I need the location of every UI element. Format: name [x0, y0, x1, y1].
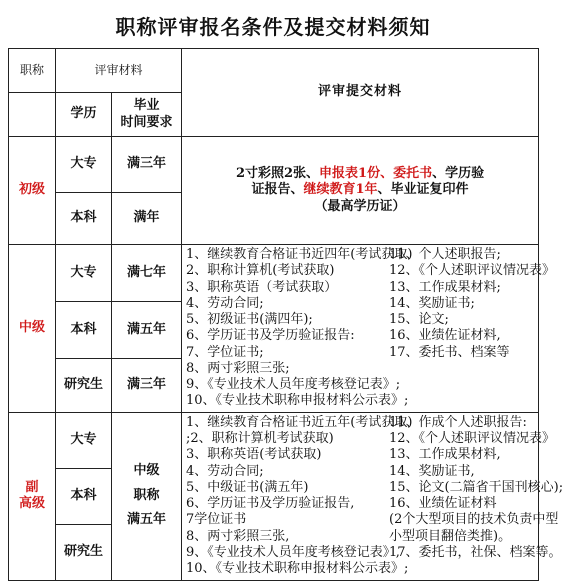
- primary-education-2: 本科: [56, 193, 112, 245]
- intermediate-right-item: 11、个人述职报告;: [389, 247, 501, 262]
- deputy-right-item: 11、作成个人述职报告:: [389, 414, 527, 430]
- header-title-cell: [9, 49, 56, 93]
- primary-req-line1-red: 申报表1份、委托书: [319, 166, 433, 182]
- intermediate-left-item: 2、职称计算机(考试获取): [186, 263, 335, 279]
- header-row-1: [9, 49, 539, 93]
- deputy-row-1: [9, 412, 539, 468]
- primary-req-line1-a: 2寸彩照2张、: [235, 166, 320, 182]
- deputy-materials-columns: [186, 414, 563, 578]
- requirements-table: [8, 48, 563, 581]
- intermediate-left-list: [186, 247, 413, 410]
- intermediate-right-item: 13、工作成果材料;: [389, 279, 501, 295]
- header-materials-cell: [56, 49, 182, 93]
- header-submit-cell: [182, 49, 539, 137]
- header-education-cell: [56, 93, 112, 137]
- header-title-label: 职称: [19, 63, 44, 77]
- deputy-right-item: (2个大型项目的技术负责中型: [389, 512, 559, 528]
- deputy-left-item: 4、劳动合同;: [186, 463, 264, 479]
- deputy-left-item: 1、继续教育合格证书近五年(考试获取): [186, 414, 413, 430]
- deputy-right-item: 16、业绩佐证材料: [389, 496, 497, 511]
- deputy-left-item: 8、两寸彩照三张,: [186, 528, 290, 544]
- header-submit-label: 评审提交材料: [318, 84, 403, 100]
- intermediate-education-2: 本科: [56, 301, 112, 358]
- primary-req-line2: [188, 182, 532, 198]
- deputy-time-cell: [112, 412, 182, 580]
- deputy-level-line1: 副: [25, 479, 39, 495]
- intermediate-right-item: 15、论文;: [389, 312, 449, 327]
- intermediate-time-3: 满三年: [112, 358, 182, 412]
- deputy-right-item: 13、工作成果材料,: [389, 447, 501, 463]
- deputy-right-item: 小型项目翻倍类推)。: [389, 528, 512, 544]
- deputy-education-2: 本科: [56, 468, 112, 524]
- header-materials-label: 评审材料: [94, 63, 143, 77]
- deputy-left-item: 7学位证书: [186, 512, 247, 528]
- intermediate-left-item: 9、《专业技术人员年度考核登记表》;: [186, 377, 401, 392]
- primary-level-cell: [9, 137, 56, 245]
- deputy-left-item: ;2、职称计算机考试获取): [186, 431, 334, 446]
- deputy-right-list: [389, 414, 563, 578]
- intermediate-materials: [182, 245, 556, 413]
- deputy-left-item: 6、学历证书及学历验证报告,: [186, 496, 355, 511]
- intermediate-right-item: 16、业绩佐证材料,: [389, 328, 501, 344]
- intermediate-left-item: 7、学位证书;: [186, 344, 264, 360]
- intermediate-right-item: 14、奖励证书;: [389, 295, 475, 311]
- deputy-left-list: [186, 414, 413, 578]
- header-time-line2: 时间要求: [120, 114, 173, 130]
- intermediate-education-3: 研究生: [56, 358, 112, 412]
- primary-row-1: [9, 137, 539, 193]
- intermediate-right-list: [389, 247, 556, 410]
- intermediate-left-item: 1、继续教育合格证书近四年(考试获取): [186, 247, 413, 262]
- deputy-left-item: 3、职称英语(考试获取): [186, 447, 322, 463]
- intermediate-right-item: 17、委托书、档案等: [389, 344, 510, 360]
- intermediate-left-item: 5、初级证书(满四年);: [186, 312, 313, 327]
- primary-req-line1: [188, 166, 532, 182]
- primary-req-line1-b: 、学历验: [432, 166, 485, 182]
- intermediate-education-1: 大专: [56, 245, 112, 302]
- deputy-time-line1: 中级: [133, 462, 160, 478]
- intermediate-time-2: 满五年: [112, 301, 182, 358]
- deputy-right-item: 12、《个人述职评议情况表》: [389, 431, 556, 446]
- primary-req-line2-b: 、毕业证复印件: [377, 182, 469, 198]
- deputy-time-line2: 职称: [133, 487, 160, 503]
- deputy-time-line3: 满五年: [127, 512, 167, 528]
- intermediate-row-1: [9, 245, 539, 302]
- deputy-level-line2: 高级: [18, 496, 45, 511]
- header-time-cell: [112, 93, 182, 137]
- intermediate-level-cell: [9, 245, 56, 413]
- primary-req-line3: （最高学历证）: [314, 198, 406, 214]
- primary-req-line2-a: 证报告、: [251, 182, 304, 198]
- intermediate-right-item: 12、《个人述职评议情况表》: [389, 263, 556, 279]
- deputy-level-cell: [9, 412, 56, 580]
- deputy-right-item: 17、委托书，社保、档案等。: [389, 544, 562, 560]
- deputy-left-item: 10、《专业技术职称申报材料公示表》;: [186, 561, 409, 576]
- primary-time-1: 满三年: [112, 137, 182, 193]
- intermediate-materials-columns: [186, 247, 556, 410]
- intermediate-left-item: 8、两寸彩照三张;: [186, 360, 290, 376]
- intermediate-left-item: 3、职称英语（考试获取）: [186, 279, 338, 295]
- intermediate-time-1: 满七年: [112, 245, 182, 302]
- header-education-label: 学历: [70, 106, 97, 122]
- deputy-education-1: 大专: [56, 412, 112, 468]
- deputy-left-item: 9、《专业技术人员年度考核登记表》,: [186, 544, 400, 560]
- primary-education-1: 大专: [56, 137, 112, 193]
- deputy-right-item: 15、论文(二篇省干国刊核心);: [389, 479, 563, 495]
- deputy-left-item: 5、中级证书(满五年): [186, 479, 309, 495]
- intermediate-left-item: 6、学历证书及学历验证报告:: [186, 328, 355, 344]
- primary-level-label: 初级: [18, 182, 45, 198]
- intermediate-level-label: 中级: [18, 320, 45, 336]
- deputy-education-3: 研究生: [56, 524, 112, 580]
- intermediate-left-item: 10、《专业技术职称申报材料公示表》;: [186, 393, 409, 409]
- deputy-right-item: 14、奖励证书,: [389, 463, 475, 479]
- primary-requirements: [182, 137, 539, 245]
- intermediate-left-item: 4、劳动合同;: [186, 295, 264, 311]
- header-time-line1: 毕业: [133, 98, 160, 114]
- primary-time-2: 满年: [112, 193, 182, 245]
- page-title: 职称评审报名条件及提交材料须知: [115, 14, 431, 39]
- header-blank-cell: [9, 93, 56, 137]
- deputy-materials: [182, 412, 563, 580]
- primary-req-line2-red: 继续教育1年: [303, 182, 378, 198]
